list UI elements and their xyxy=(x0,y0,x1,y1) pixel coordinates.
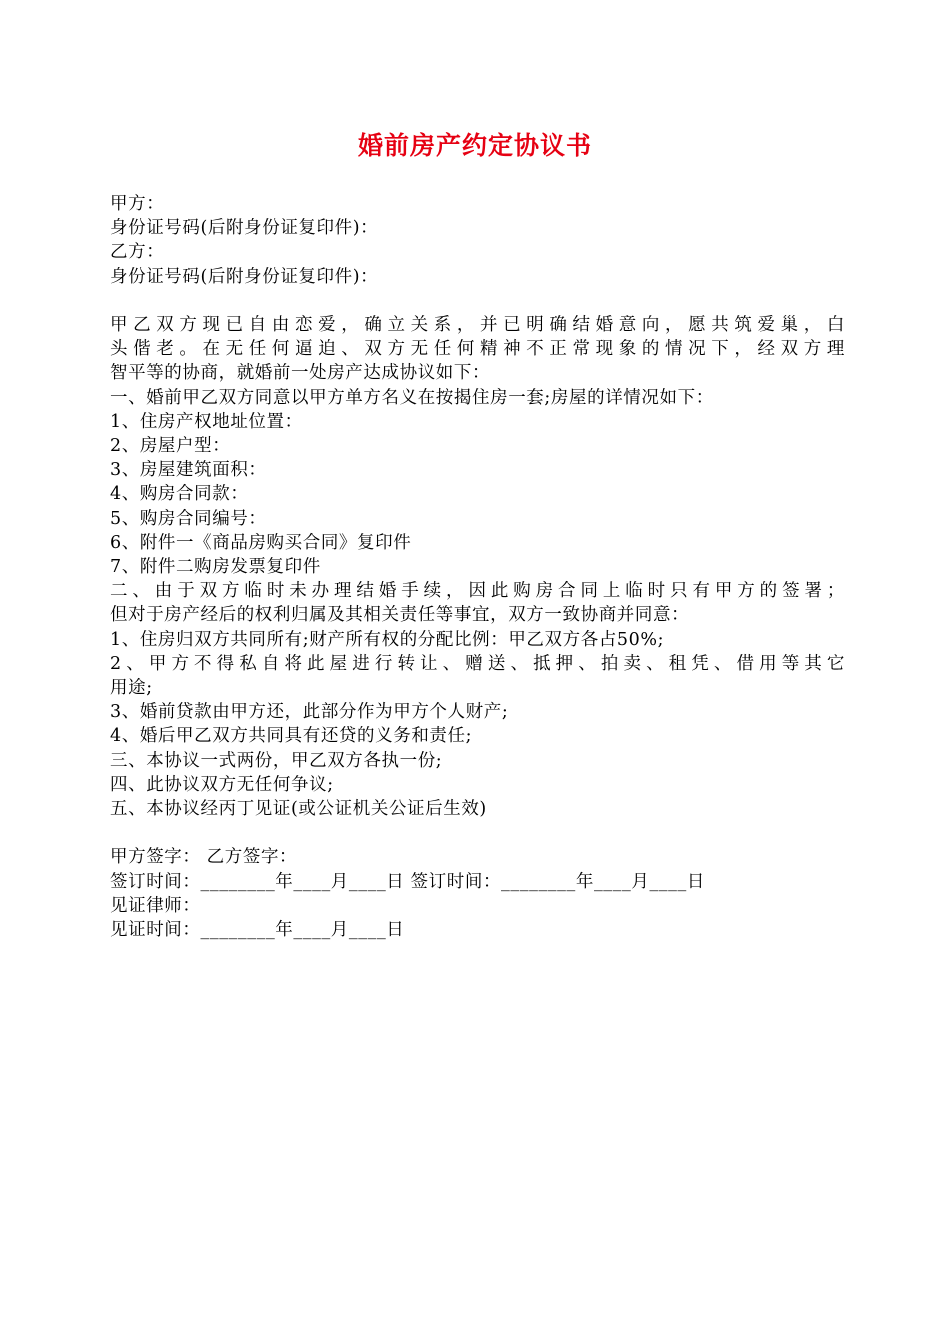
section-1-heading: 一、婚前甲乙双方同意以甲方单方名义在按揭住房一套;房屋的详情况如下： xyxy=(110,387,714,408)
section-1-item: 1、住房产权地址位置： xyxy=(110,411,303,432)
section-1-item: 3、房屋建筑面积： xyxy=(110,460,267,481)
signature-line: 甲方签字： 乙方签字： xyxy=(110,847,298,868)
spacer xyxy=(110,289,845,313)
witness-date-line: 见证时间：________年____月____日 xyxy=(110,920,405,941)
document-title: 婚前房产约定协议书 xyxy=(357,131,592,160)
section-2-heading: 但对于房产经后的权利归属及其相关责任等事宜，双方一致协商并同意： xyxy=(110,605,690,626)
section-1-item: 5、购房合同编号： xyxy=(110,508,267,529)
section-2-item: 2、甲方不得私自将此屋进行转让、赠送、抵押、拍卖、租凭、借用等其它 xyxy=(110,653,845,674)
signing-date-line: 签订时间：________年____月____日 签订时间：________年____月____日 xyxy=(110,871,705,892)
intro-line: 甲乙双方现已自由恋爱，确立关系，并已明确结婚意向，愿共筑爱巢，白 xyxy=(110,315,845,335)
party-b-label: 乙方： xyxy=(110,242,165,263)
section-2-item: 用途; xyxy=(110,678,153,699)
section-2-item: 3、婚前贷款由甲方还，此部分作为甲方个人财产; xyxy=(110,702,509,723)
intro-line: 智平等的协商，就婚前一处房产达成协议如下： xyxy=(110,363,491,384)
section-1-item: 2、房屋户型： xyxy=(110,436,231,457)
party-b-id-label: 身份证号码(后附身份证复印件)： xyxy=(110,266,379,287)
section-1-item: 7、附件二购房发票复印件 xyxy=(110,557,321,578)
section-3: 三、本协议一式两份，甲乙双方各执一份; xyxy=(110,750,443,771)
spacer xyxy=(110,821,845,845)
section-5: 五、本协议经丙丁见证(或公证机关公证后生效) xyxy=(110,799,487,820)
section-2-item: 4、婚后甲乙双方共同具有还贷的义务和责任; xyxy=(110,726,473,747)
intro-line: 头偕老。在无任何逼迫、双方无任何精神不正常现象的情况下，经双方理 xyxy=(110,339,845,360)
section-4: 四、此协议双方无任何争议; xyxy=(110,774,334,795)
party-a-label: 甲方： xyxy=(110,194,165,214)
section-2-item: 1、住房归双方共同所有;财产所有权的分配比例：甲乙双方各占50%; xyxy=(110,629,665,650)
party-a-id-label: 身份证号码(后附身份证复印件)： xyxy=(110,218,379,239)
section-2-heading: 二、由于双方临时未办理结婚手续，因此购房合同上临时只有甲方的签署； xyxy=(110,581,845,602)
document-body xyxy=(110,192,845,942)
section-1-item: 6、附件一《商品房购买合同》复印件 xyxy=(110,532,412,553)
witness-lawyer-label: 见证律师： xyxy=(110,895,201,916)
section-1-item: 4、购房合同款： xyxy=(110,484,249,505)
